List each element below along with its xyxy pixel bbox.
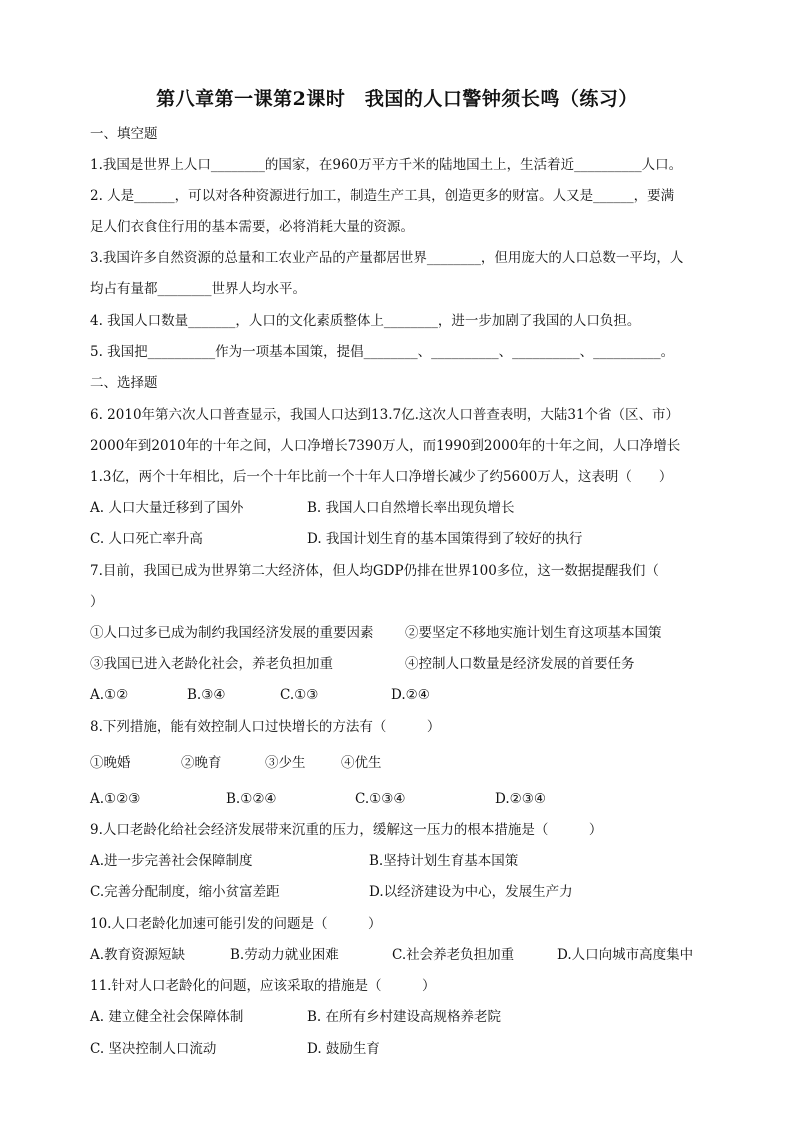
q7-statement-2: ②要坚定不移地实施计划生育这项基本国策: [405, 625, 662, 641]
question-10: 10.人口老龄化加速可能引发的问题是（ ）: [90, 916, 382, 932]
question-6-line-2: 2000年到2010年的十年之间，人口净增长7390万人，而1990到2000年的十年之间，人口净增长: [90, 438, 681, 454]
q8-item-2: ②晚育: [181, 755, 222, 771]
q11-option-d: D. 鼓励生育: [307, 1041, 380, 1057]
q9-option-c: C.完善分配制度，缩小贫富差距: [90, 884, 280, 900]
q8-option-d: D.②③④: [495, 791, 546, 807]
section-heading-fill-blank: 一、填空题: [90, 126, 158, 142]
q7-option-d: D.②④: [391, 687, 430, 703]
question-7-line-1: 7.目前，我国已成为世界第二大经济体，但人均GDP仍排在世界100多位，这一数据提醒我们（: [90, 563, 659, 579]
q7-statement-3: ③我国已进入老龄化社会，养老负担加重: [90, 656, 333, 672]
q9-option-b: B.坚持计划生育基本国策: [369, 853, 519, 869]
q10-option-a: A.教育资源短缺: [90, 947, 186, 963]
q7-option-a: A.①②: [90, 687, 129, 703]
q11-option-b: B. 在所有乡村建设高规格养老院: [307, 1009, 502, 1025]
q6-option-b: B. 我国人口自然增长率出现负增长: [307, 500, 515, 516]
question-7-line-2: ）: [90, 594, 104, 610]
question-11: 11.针对人口老龄化的问题，应该采取的措施是（ ）: [90, 978, 436, 994]
question-2-line-2: 足人们衣食住行用的基本需要，必将消耗大量的资源。: [90, 219, 414, 235]
q9-option-d: D.以经济建设为中心，发展生产力: [369, 884, 573, 900]
question-6-line-1: 6. 2010年第六次人口普查显示，我国人口达到13.7亿.这次人口普查表明，大陆31个省（区、市）: [90, 407, 680, 423]
q7-statement-1: ①人口过多已成为制约我国经济发展的重要因素: [90, 625, 374, 641]
q9-option-a: A.进一步完善社会保障制度: [90, 853, 253, 869]
q8-item-4: ④优生: [341, 755, 382, 771]
q11-option-a: A. 建立健全社会保障体制: [90, 1009, 244, 1025]
q7-option-c: C.①③: [280, 687, 319, 703]
q6-option-d: D. 我国计划生育的基本国策得到了较好的执行: [307, 531, 583, 547]
q10-option-c: C.社会养老负担加重: [392, 947, 515, 963]
question-9: 9.人口老龄化给社会经济发展带来沉重的压力，缓解这一压力的根本措施是（ ）: [90, 822, 603, 838]
page-title: 第八章第一课第2课时 我国的人口警钟须长鸣（练习）: [156, 88, 638, 110]
q6-option-c: C. 人口死亡率升高: [90, 531, 203, 547]
question-5: 5. 我国把__________作为一项基本国策，提倡________、__________、__________、__________。: [90, 344, 675, 360]
q10-option-b: B.劳动力就业困难: [230, 947, 339, 963]
q7-option-b: B.③④: [187, 687, 226, 703]
q7-statement-4: ④控制人口数量是经济发展的首要任务: [405, 656, 635, 672]
q8-item-1: ①晚婚: [90, 755, 131, 771]
question-8: 8.下列措施，能有效控制人口过快增长的方法有（ ）: [90, 719, 441, 735]
question-3-line-1: 3.我国许多自然资源的总量和工农业产品的产量都居世界________，但用庞大的人口总数一平均，人: [90, 250, 684, 266]
question-4: 4. 我国人口数量_______，人口的文化素质整体上________，进一步加剧了我国的人口负担。: [90, 313, 641, 329]
q8-option-c: C.①③④: [355, 791, 406, 807]
q10-option-d: D.人口向城市高度集中: [557, 947, 694, 963]
question-2-line-1: 2. 人是______，可以对各种资源进行加工，制造生产工具，创造更多的财富。人又是______，要满: [90, 188, 675, 204]
question-3-line-2: 均占有量都________世界人均水平。: [90, 281, 306, 297]
q8-option-a: A.①②③: [90, 791, 141, 807]
section-heading-multiple-choice: 二、选择题: [90, 375, 158, 391]
q11-option-c: C. 坚决控制人口流动: [90, 1041, 217, 1057]
question-1: 1.我国是世界上人口________的国家，在960万平方千米的陆地国土上，生活着近__________人口。: [90, 157, 683, 173]
q8-item-3: ③少生: [265, 755, 306, 771]
q8-option-b: B.①②④: [226, 791, 277, 807]
q6-option-a: A. 人口大量迁移到了国外: [90, 500, 244, 516]
question-6-line-3: 1.3亿，两个十年相比，后一个十年比前一个十年人口净增长减少了约5600万人，这表明（ ）: [90, 469, 673, 485]
